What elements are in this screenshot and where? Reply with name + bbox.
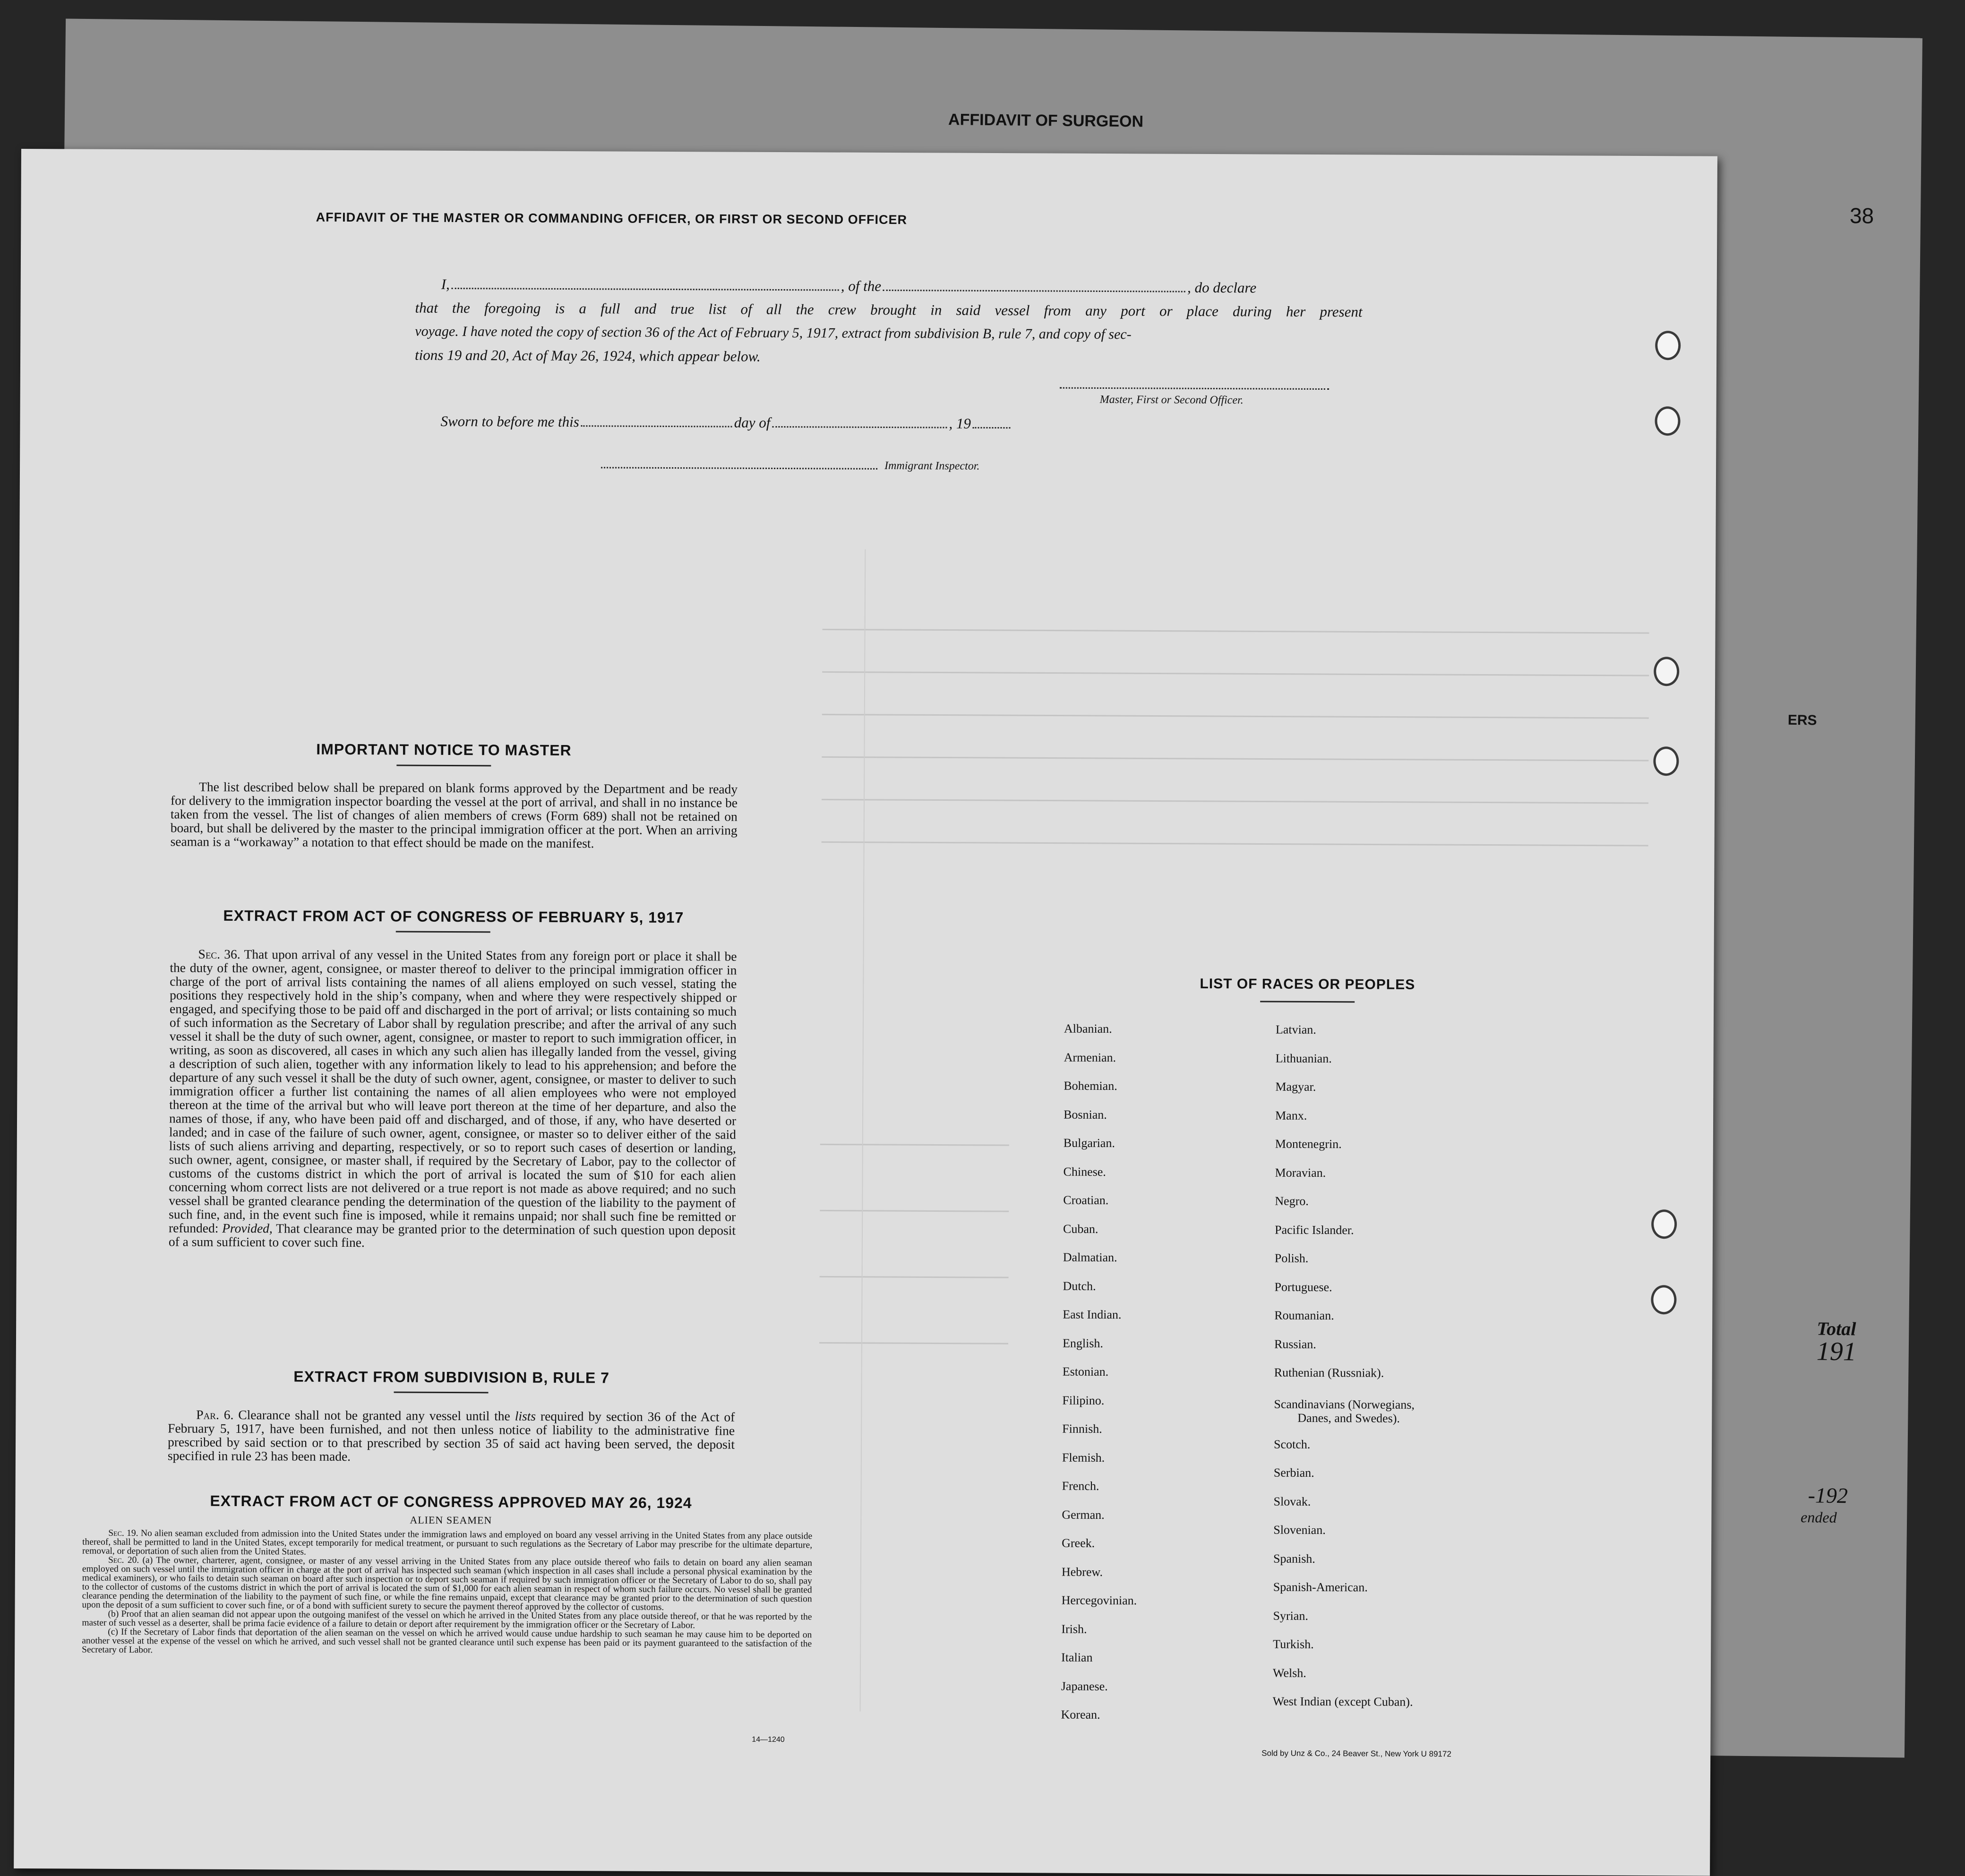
page-number: 38 — [1849, 203, 1874, 228]
declaration-line-4: tions 19 and 20, Act of May 26, 1924, which appear below. — [415, 346, 761, 365]
background-column-label: ERS — [1787, 712, 1817, 728]
race-item: Danes, and Swedes). — [1297, 1411, 1400, 1425]
declaration-do-declare: , do declare — [1187, 279, 1257, 296]
sworn-line — [440, 413, 1011, 432]
race-item: Montenegrin. — [1275, 1137, 1342, 1151]
race-item: Filipino. — [1062, 1393, 1105, 1407]
race-item: Moravian. — [1275, 1165, 1326, 1180]
lists-word: lists — [515, 1408, 536, 1423]
sworn-year: , 19 — [949, 415, 971, 432]
declaration-line-3: voyage. I have noted the copy of section 36 of the Act of February 5, 1917, extract from subdivision B, rule 7, and copy of sec- — [415, 323, 1132, 343]
race-item: Dalmatian. — [1063, 1250, 1117, 1265]
race-item: Russian. — [1274, 1337, 1316, 1351]
race-item: Welsh. — [1272, 1666, 1306, 1680]
race-item: Pacific Islander. — [1274, 1223, 1354, 1237]
sec-19: Sec. 19. No alien seaman excluded from admission into the United States under the immigration laws and employed on board any vessel arriving in the United States from any place outside thereof, shall be permitted to land in the United States, except temporarily for medical treatment, or pursuant to such regulations as the Secretary of Labor may prescribe for the ultimate departure, removal, or deportation of such alien from the United States. — [82, 1528, 813, 1557]
alien-seamen-subheading: ALIEN SEAMEN — [410, 1514, 492, 1526]
extract-1924-body — [82, 1529, 812, 1658]
sworn-day-of: day of — [734, 414, 771, 431]
name-blank — [452, 288, 839, 291]
race-item: Albanian. — [1064, 1021, 1112, 1036]
race-item: Korean. — [1061, 1707, 1100, 1722]
race-item: Scandinavians (Norwegians, — [1274, 1397, 1415, 1412]
margin-total-value: 191 — [1816, 1336, 1857, 1367]
race-item: Syrian. — [1273, 1609, 1308, 1623]
race-item: English. — [1062, 1336, 1104, 1350]
race-item: Cuban. — [1063, 1222, 1098, 1236]
extract-1917-body: Sec. 36. That upon arrival of any vessel in the United States from any foreign port or place it shall be the duty of the owner, agent, consignee, or master thereof to deliver to the principal immigration officer in charge of the port of arrival lists containing the names of all aliens employed on such vessel, stating the positions they respectively hold in the ship’s company, when and where they were respectively shipped or engaged, and specifying those to be paid off and discharged in the port of arrival; or lists containing so much of such information as the Secretary of Labor shall by regulation prescribe; and after the arrival of any such vessel it shall be the duty of such owner, agent, consignee, or master to report to such immigration officer, in writing, as soon as discovered, all cases in which any such alien has illegally landed from the vessel, giving a description of such alien, together with any information likely to lead to his apprehension; and before the departure of any such vessel it shall be the duty of such owner, agent, consignee, or master to deliver to such immigration officer a further list containing the names of all alien employees who were not employed thereon at the time of the arrival but who will leave port thereon at the time of her departure, and also the names of those, if any, who have been paid off and discharged, and of those, if any, who have deserted or landed; and in case of the failure of such owner, agent, consignee, or master so to deliver either of the said lists of such aliens arriving and departing, respectively, or so to report such cases of desertion or landing, such owner, agent, consignee, or master shall, if required by the Secretary of Labor, pay to the collector of customs of the customs district in which the port of arrival is located the sum of $10 for each alien concerning whom correct lists are not delivered or a true report is not made as above required; and no such vessel shall be granted clearance pending the determination of the question of the liability to the payment of such fine, and, in the event such fine is imposed, while it remains unpaid; nor shall such fine be remitted or refunded: Provided, That clearance may be granted prior to the determination of such question upon deposit of a sum sufficient to cover such fine. — [168, 946, 737, 1250]
race-item: Dutch. — [1063, 1279, 1096, 1293]
race-item: Irish. — [1061, 1622, 1087, 1636]
race-item: Negro. — [1275, 1194, 1309, 1208]
master-signature-label: Master, First or Second Officer. — [1099, 393, 1244, 407]
race-item: German. — [1062, 1508, 1105, 1522]
race-item: Scotch. — [1273, 1437, 1311, 1451]
form-page — [14, 149, 1717, 1876]
race-item: Turkish. — [1273, 1637, 1314, 1651]
punch-hole — [1651, 1285, 1676, 1314]
race-item: Portuguese. — [1274, 1280, 1332, 1294]
race-item: Japanese. — [1061, 1679, 1108, 1693]
punch-hole — [1654, 657, 1679, 686]
inspector-label: Immigrant Inspector. — [884, 459, 980, 472]
sec-20a: Sec. 20. (a) The owner, charterer, agent, consignee, or master of any vessel arriving in the United States from any place outside thereof who fails to detain on board any alien seaman employed on such vessel until the immigration officer in charge at the port of arrival has inspected such seaman (which inspection in all cases shall include a personal physical examination by the medical examiners), or who fails to detain such seaman on board after such inspection or to deport such seaman if required by such immigration officer or the Secretary of Labor to do so, shall pay to the collector of customs of the customs district in which the port of arrival is located the sum of $1,000 for each alien seaman in respect of whom such failure occurs. No vessel shall be granted clearance pending the determination of the liability to the payment of such fine, or while the fine remains unpaid, except that clearance may be granted prior to the determination of such question upon the deposit of a sum sufficient to cover such fine, or of a bond with sufficient surety to secure the payment thereof approved by the collector of customs. — [82, 1555, 812, 1612]
race-item: Manx. — [1275, 1108, 1307, 1122]
par-6-label: Par. 6. — [196, 1407, 234, 1422]
race-item: Flemish. — [1062, 1450, 1105, 1465]
race-item: Italian — [1061, 1650, 1093, 1664]
race-item: Slovak. — [1273, 1494, 1311, 1508]
race-item: East Indian. — [1063, 1307, 1122, 1322]
sworn-day-blank — [581, 425, 732, 427]
race-item: Greek. — [1062, 1536, 1095, 1550]
race-item: Lithuanian. — [1275, 1051, 1332, 1065]
sworn-text: Sworn to before me this — [440, 412, 579, 430]
extract-1917-heading: EXTRACT FROM ACT OF CONGRESS OF FEBRUARY 5, 1917 — [223, 907, 684, 926]
form-number: 14—1240 — [752, 1735, 785, 1744]
race-item: Hebrew. — [1061, 1565, 1103, 1579]
race-item: Spanish-American. — [1273, 1580, 1368, 1594]
declaration-line-1 — [441, 273, 1363, 300]
declaration-block — [415, 273, 1363, 371]
punch-hole — [1653, 746, 1679, 776]
declaration-i: I, — [441, 275, 450, 292]
declaration-line-2: that the foregoing is a full and true list of all the crew brought in said vessel from any port or place during her present — [415, 299, 1363, 320]
races-heading: LIST OF RACES OR PEOPLES — [1200, 976, 1416, 993]
sec-20c: (c) If the Secretary of Labor finds that deportation of the alien seaman on the vessel on which he arrived would cause undue hardship to such seaman he may cause him to be deported on another vessel at the expense of the vessel on which he arrived, and such vessel shall not be granted clearance until such expense has been paid or its payment guaranteed to the satisfaction of the Secretary of Labor. — [82, 1627, 812, 1655]
proviso-word: Provided, — [222, 1220, 273, 1236]
declaration-of-the: , of the — [841, 277, 882, 294]
race-item: Serbian. — [1273, 1465, 1314, 1480]
margin-note-value: -192 — [1808, 1483, 1848, 1508]
race-item: Roumanian. — [1274, 1308, 1334, 1323]
margin-note-text: ended — [1800, 1508, 1837, 1526]
race-item: Croatian. — [1063, 1193, 1109, 1208]
race-item: Ruthenian (Russniak). — [1274, 1365, 1384, 1380]
race-item: Hercegovinian. — [1061, 1593, 1137, 1608]
race-item: Magyar. — [1275, 1079, 1316, 1094]
race-item: Estonian. — [1062, 1364, 1109, 1379]
race-item: Spanish. — [1273, 1551, 1315, 1566]
race-item: Armenian. — [1064, 1050, 1116, 1064]
sworn-month-blank — [772, 426, 947, 428]
race-item: Slovenian. — [1273, 1523, 1326, 1537]
punch-hole — [1655, 406, 1680, 436]
race-item: Chinese. — [1063, 1165, 1106, 1179]
printer-imprint: Sold by Unz & Co., 24 Beaver St., New York U 89172 — [1261, 1748, 1451, 1759]
section-36-label: Sec. 36. — [198, 946, 240, 962]
notice-heading: IMPORTANT NOTICE TO MASTER — [316, 740, 572, 759]
race-item: French. — [1062, 1479, 1099, 1493]
race-item: Finnish. — [1062, 1422, 1102, 1436]
race-item: West Indian (except Cuban). — [1272, 1694, 1413, 1709]
punch-hole — [1651, 1209, 1677, 1239]
extract-rule7-heading: EXTRACT FROM SUBDIVISION B, RULE 7 — [293, 1368, 610, 1387]
punch-hole — [1655, 331, 1681, 360]
extract-1924-heading: EXTRACT FROM ACT OF CONGRESS APPROVED MAY 26, 1924 — [210, 1492, 692, 1512]
race-item: Bulgarian. — [1063, 1136, 1115, 1150]
race-item: Latvian. — [1275, 1022, 1316, 1037]
affidavit-title: AFFIDAVIT OF THE MASTER OR COMMANDING OFFICER, OR FIRST OR SECOND OFFICER — [316, 210, 908, 227]
background-sheet-title: AFFIDAVIT OF SURGEON — [948, 111, 1144, 131]
race-item: Polish. — [1274, 1251, 1309, 1265]
races-left-column — [1061, 1022, 1139, 1737]
sworn-year-blank — [973, 427, 1011, 428]
sec-20b: (b) Proof that an alien seaman did not appear upon the outgoing manifest of the vessel on which he arrived in the United States from any place outside thereof, or that he was reported by the master of such vessel as a deserter, shall be prima facie evidence of a failure to detain or deport after requirement by the immigration officer or the Secretary of Labor. — [82, 1609, 812, 1631]
notice-body: The list described below shall be prepared on blank forms approved by the Department and be ready for delivery to the immigration inspector boarding the vessel at the port of arrival, and shall in no instance be taken from the vessel. The list of changes of alien members of crews (Form 689) shall not be retained on board, but shall be delivered by the master to the principal immigration officer at the port. When an arriving seaman is a “workaway” a notation to that effect should be made on the manifest. — [170, 779, 738, 851]
vessel-blank — [883, 290, 1185, 292]
race-item: Bosnian. — [1064, 1107, 1107, 1122]
margin-total-label: Total — [1817, 1318, 1856, 1340]
race-item: Bohemian. — [1064, 1079, 1117, 1093]
races-right-column — [1272, 1023, 1416, 1724]
extract-rule7-body: Par. 6. Clearance shall not be granted any vessel until the lists required by section 36 of the Act of February 5, 1917, have been furnished, and not then unless notice of liability to the administrative fine prescribed by said section or to that prescribed by section 35 of said act having been served, the deposit specified in rule 23 has been made. — [167, 1407, 735, 1464]
